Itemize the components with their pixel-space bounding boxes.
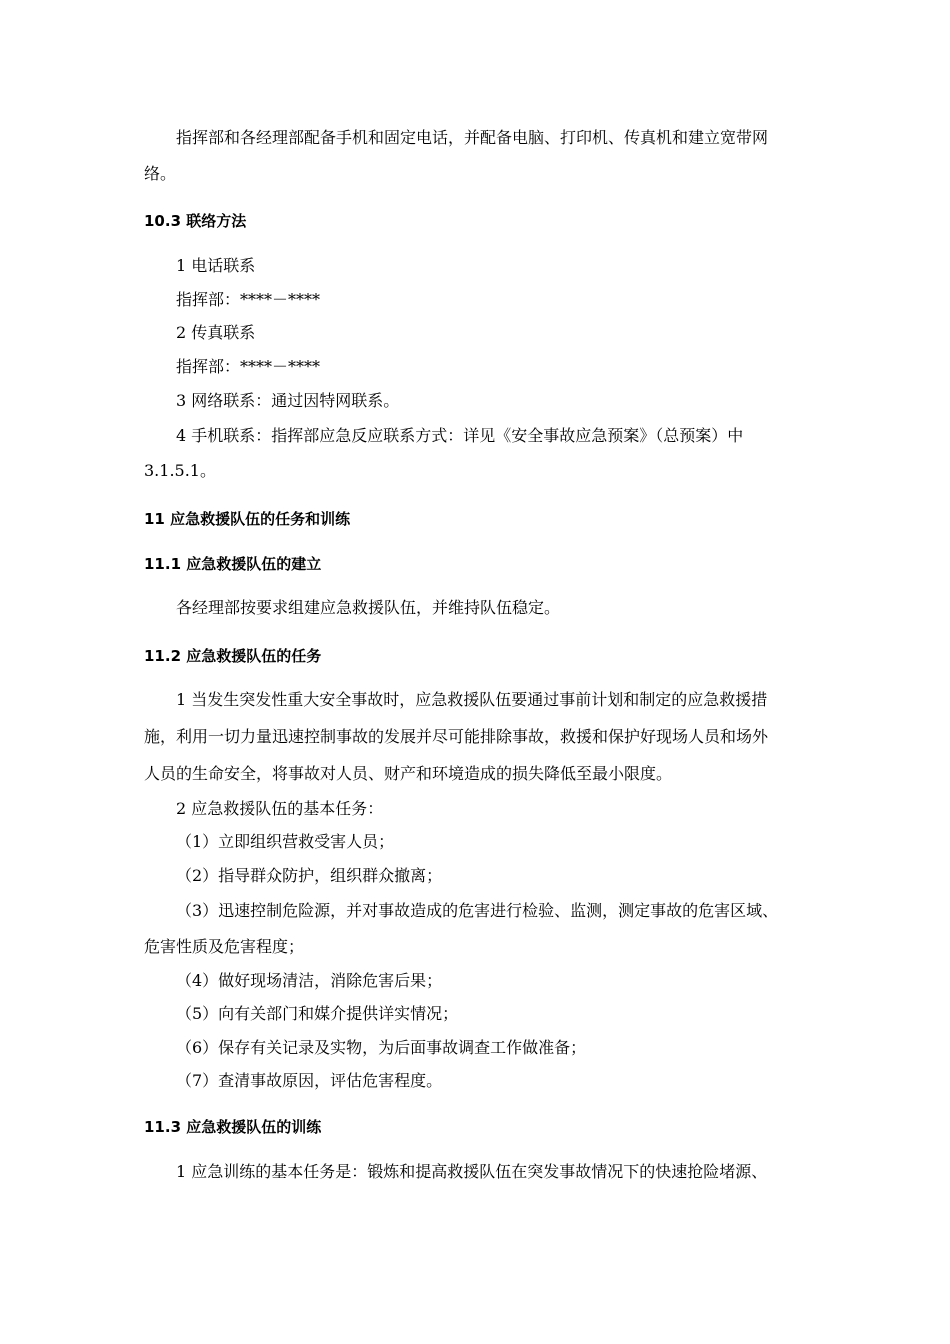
paragraph-11-2-1-line-3: 人员的生命安全，将事故对人员、财产和环境造成的损失降低至最小限度。 [144,764,673,783]
heading-11-3: 11.3 应急救援队伍的训练 [144,1118,322,1136]
paragraph-11-2-1-line-1: 1 当发生突发性重大安全事故时，应急救援队伍要通过事前计划和制定的应急救援措 [176,690,768,709]
heading-11: 11 应急救援队伍的任务和训练 [144,510,351,528]
task-item: （2）指导群众防护，组织群众撤离； [176,866,443,885]
contact-phone-label: 1 电话联系 [176,256,256,275]
paragraph-equipment-line-1: 指挥部和各经理部配备手机和固定电话，并配备电脑、打印机、传真机和建立宽带网 [176,128,769,147]
heading-11-2: 11.2 应急救援队伍的任务 [144,647,322,665]
task-item: （5）向有关部门和媒介提供详实情况； [176,1004,459,1023]
task-item: （7）查清事故原因，评估危害程度。 [176,1071,443,1090]
paragraph-11-2-1-line-2: 施，利用一切力量迅速控制事故的发展并尽可能排除事故，救援和保护好现场人员和场外 [144,727,769,746]
paragraph-11-2-2: 2 应急救援队伍的基本任务： [176,799,384,818]
contact-mobile-line-1: 4 手机联系：指挥部应急反应联系方式：详见《安全事故应急预案》（总预案）中 [176,426,744,445]
contact-phone-value: 指挥部：****－**** [176,290,321,309]
contact-network: 3 网络联系：通过因特网联系。 [176,391,400,410]
contact-fax-value: 指挥部：****－**** [176,357,321,376]
task-item: （3）迅速控制危险源，并对事故造成的危害进行检验、监测，测定事故的危害区域、 [176,901,779,920]
paragraph-11-3-1: 1 应急训练的基本任务是：锻炼和提高救援队伍在突发事故情况下的快速抢险堵源、 [176,1162,768,1181]
contact-fax-label: 2 传真联系 [176,323,256,342]
paragraph-equipment-line-2: 络。 [144,164,177,183]
task-item: （1）立即组织营救受害人员； [176,832,395,851]
task-item: （4）做好现场清洁，消除危害后果； [176,971,443,990]
contact-mobile-line-2: 3.1.5.1。 [144,461,216,480]
heading-10-3: 10.3 联络方法 [144,212,247,230]
heading-11-1: 11.1 应急救援队伍的建立 [144,555,322,573]
task-item: （6）保存有关记录及实物，为后面事故调查工作做准备； [176,1038,587,1057]
paragraph-11-1: 各经理部按要求组建应急救援队伍，并维持队伍稳定。 [176,598,561,617]
task-item-continuation: 危害性质及危害程度； [144,937,305,956]
